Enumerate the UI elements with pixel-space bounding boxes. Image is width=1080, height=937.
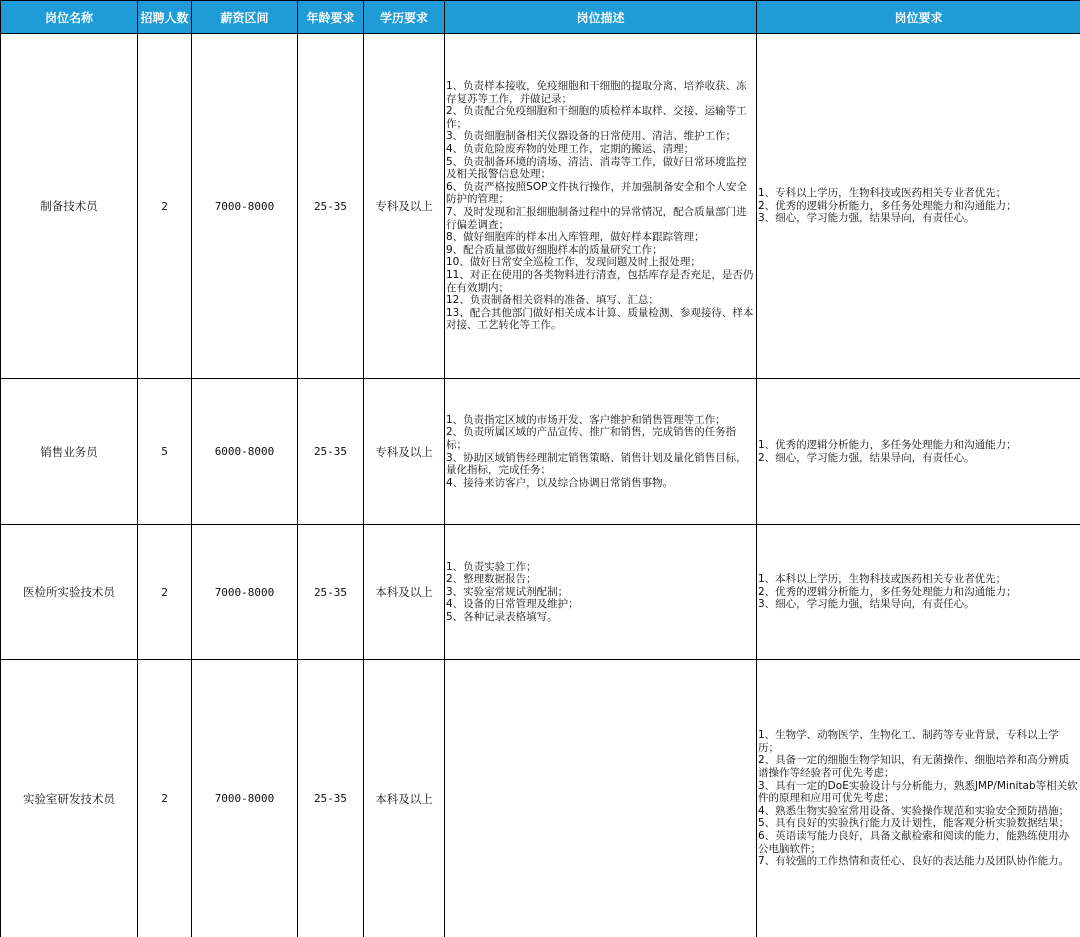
description-item: 12、负责制备相关资料的准备、填写、汇总； (446, 294, 659, 307)
description-item: 4、接待来访客户，以及综合协调日常销售事物。 (446, 476, 674, 489)
salary-cell: 6000-8000 (192, 379, 298, 525)
requirement-item: 2、优秀的逻辑分析能力，多任务处理能力和沟通能力； (758, 585, 1017, 598)
age-cell: 25-35 (298, 379, 364, 525)
requirement-item: 4、熟悉生物实验室常用设备、实验操作规范和实验安全预防措施； (758, 804, 1070, 817)
description-item: 11、对正在使用的各类物料进行清查，包括库存是否充足，是否仍在有效期内； (446, 268, 754, 294)
header-count: 招聘人数 (138, 1, 192, 34)
description-cell (445, 34, 757, 379)
salary-cell: 7000-8000 (192, 660, 298, 937)
requirements-cell (757, 660, 1080, 937)
description-item: 6、负责严格按照SOP文件执行操作，并加强制备安全和个人安全防护的管理； (446, 180, 747, 206)
requirement-item: 6、英语读写能力良好，具备文献检索和阅读的能力，能熟练使用办公电脑软件； (758, 829, 1070, 855)
header-education: 学历要求 (364, 1, 445, 34)
requirement-item: 3、细心，学习能力强，结果导向，有责任心。 (758, 598, 975, 611)
requirement-item: 7、有较强的工作热情和责任心、良好的表达能力及团队协作能力。 (758, 855, 1070, 868)
table-row (1, 660, 1080, 937)
description-item: 3、协助区域销售经理制定销售策略、销售计划及量化销售目标，量化指标，完成任务； (446, 451, 747, 477)
header-salary: 薪资区间 (192, 1, 298, 34)
salary-cell: 7000-8000 (192, 525, 298, 660)
table-row (1, 34, 1080, 379)
description-item: 4、负责危险废弃物的处理工作，定期的搬运、清理； (446, 143, 695, 156)
description-item: 1、负责样本接收，免疫细胞和干细胞的提取分离、培养收获、冻存复苏等工作，并做记录； (446, 80, 747, 105)
header-description: 岗位描述 (445, 1, 757, 34)
requirement-item: 1、生物学、动物医学、生物化工、制药等专业背景，专科以上学历； (758, 729, 1059, 754)
requirement-item: 3、细心，学习能力强，结果导向，有责任心。 (758, 212, 975, 225)
job-name-cell: 制备技术员 (1, 34, 138, 379)
requirement-item: 1、本科以上学历，生物科技或医药相关专业者优先； (758, 573, 1007, 586)
description-item: 9、配合质量部做好细胞样本的质量研究工作； (446, 243, 663, 256)
requirements-cell (757, 525, 1080, 660)
age-cell: 25-35 (298, 34, 364, 379)
hire-count-cell: 2 (138, 34, 192, 379)
education-cell: 专科及以上 (364, 379, 445, 525)
table-row (1, 525, 1080, 660)
age-cell: 25-35 (298, 660, 364, 937)
hire-count-cell: 2 (138, 660, 192, 937)
salary-cell: 7000-8000 (192, 34, 298, 379)
requirements-cell (757, 379, 1080, 525)
description-item: 13、配合其他部门做好相关成本计算、质量检测、参观接待、样本对接、工艺转化等工作。 (446, 306, 754, 332)
description-item: 2、整理数据报告； (446, 573, 537, 586)
header-name: 岗位名称 (1, 1, 138, 34)
requirements-cell (757, 34, 1080, 379)
description-item: 5、各种记录表格填写。 (446, 610, 558, 623)
table-row (1, 379, 1080, 525)
requirement-item: 2、细心，学习能力强，结果导向，有责任心。 (758, 451, 975, 464)
description-item: 1、负责实验工作； (446, 560, 537, 573)
hire-count-cell: 5 (138, 379, 192, 525)
education-cell: 本科及以上 (364, 660, 445, 937)
job-name-cell: 医检所实验技术员 (1, 525, 138, 660)
description-item: 5、负责制备环境的清场、清洁、消毒等工作，做好日常环境监控及相关报警信息处理； (446, 155, 747, 181)
header-age: 年龄要求 (298, 1, 364, 34)
description-item: 10、做好日常安全巡检工作，发现问题及时上报处理； (446, 256, 701, 269)
description-item: 4、设备的日常管理及维护； (446, 598, 579, 611)
description-cell (445, 660, 757, 937)
header-requirements: 岗位要求 (757, 1, 1080, 34)
education-cell: 专科及以上 (364, 34, 445, 379)
requirement-item: 1、专科以上学历，生物科技或医药相关专业者优先； (758, 187, 1007, 200)
requirement-item: 5、具有良好的实验执行能力及计划性，能客观分析实验数据结果； (758, 817, 1070, 830)
hire-count-cell: 2 (138, 525, 192, 660)
header-row (1, 1, 1080, 34)
age-cell: 25-35 (298, 525, 364, 660)
description-item: 3、实验室常规试剂配制； (446, 585, 569, 598)
description-item: 1、负责指定区域的市场开发、客户维护和销售管理等工作； (446, 413, 726, 426)
description-item: 2、负责所属区域的产品宣传、推广和销售，完成销售的任务指标； (446, 426, 737, 451)
description-cell (445, 525, 757, 660)
education-cell: 本科及以上 (364, 525, 445, 660)
description-cell (445, 379, 757, 525)
requirement-item: 2、优秀的逻辑分析能力，多任务处理能力和沟通能力； (758, 199, 1017, 212)
requirement-item: 1、优秀的逻辑分析能力，多任务处理能力和沟通能力； (758, 438, 1017, 451)
description-item: 8、做好细胞库的样本出入库管理，做好样本跟踪管理； (446, 231, 705, 244)
job-name-cell: 实验室研发技术员 (1, 660, 138, 937)
requirement-item: 2、具备一定的细胞生物学知识，有无菌操作、细胞培养和高分辨质谱操作等经验者可优先考虑； (758, 754, 1070, 780)
description-item: 7、及时发现和汇报细胞制备过程中的异常情况，配合质量部门进行偏差调查； (446, 206, 747, 231)
requirement-item: 3、具有一定的DoE实验设计与分析能力，熟悉JMP/Minitab等相关软件的原理和应用可优先考虑； (758, 779, 1078, 805)
job-name-cell: 销售业务员 (1, 379, 138, 525)
description-item: 2、负责配合免疫细胞和干细胞的质检样本取样、交接、运输等工作； (446, 105, 747, 130)
description-item: 3、负责细胞制备相关仪器设备的日常使用、清洁、维护工作； (446, 130, 737, 143)
